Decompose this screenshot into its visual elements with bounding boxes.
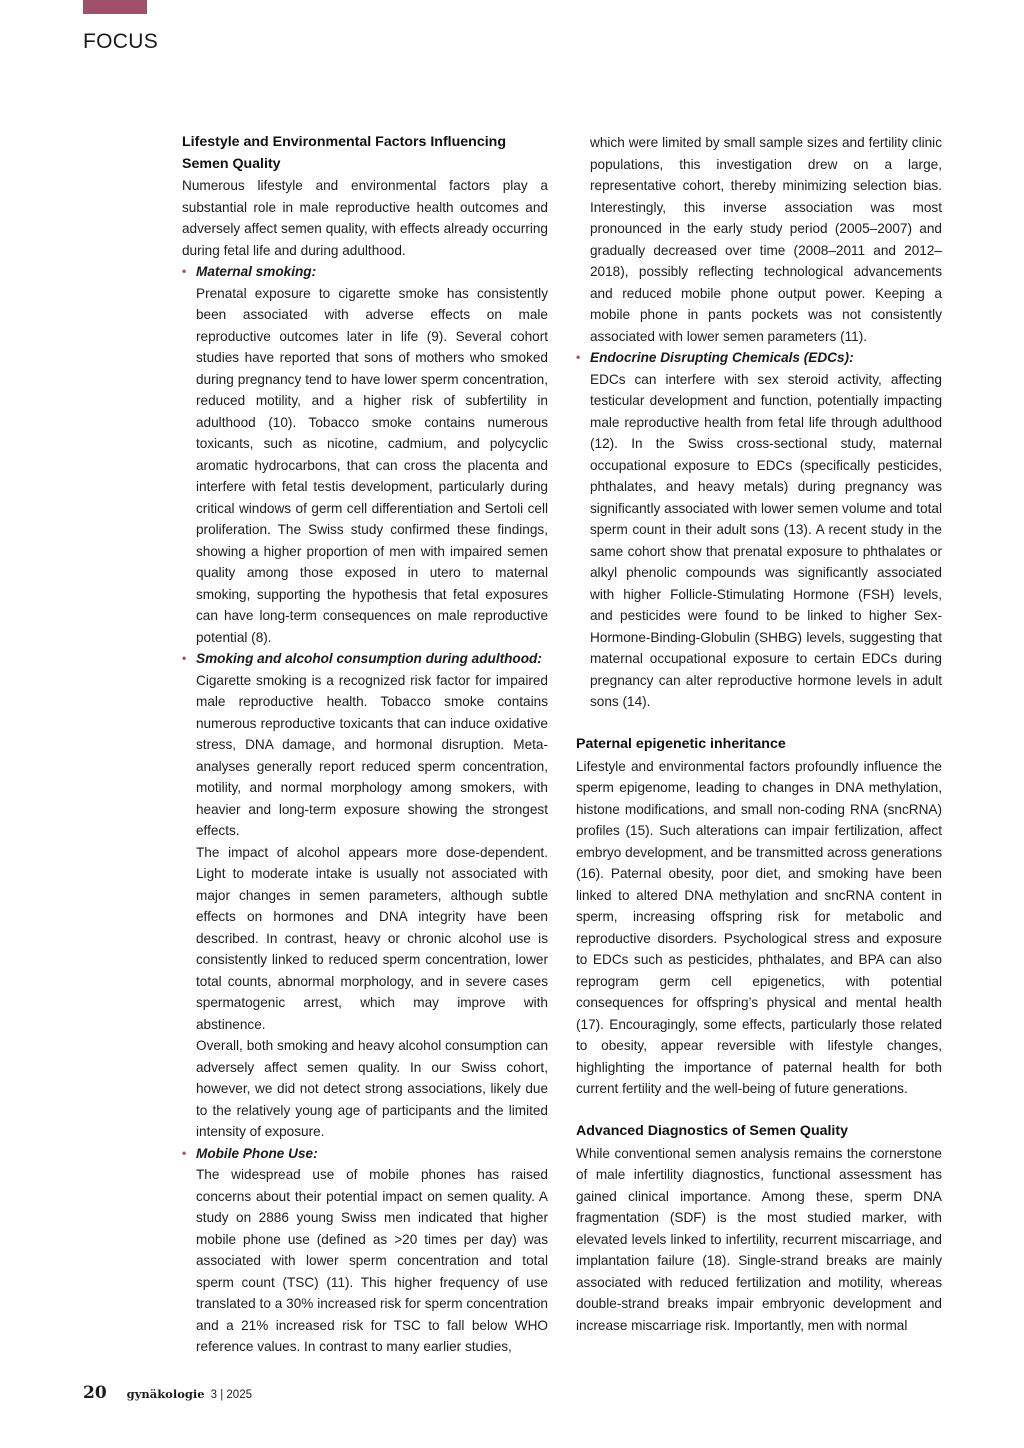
section-heading-lifestyle: Lifestyle and Environmental Factors Influencing Semen Quality xyxy=(182,134,507,172)
bullet-title: Endocrine Disrupting Chemicals (EDCs): xyxy=(590,350,854,365)
bullet-paragraph: The widespread use of mobile phones has raised concerns about their potential impact on semen quality. A study on 2886 young Swiss men indicated that higher mobile phone use (defined as >20 times per day) was associated with lower sperm concentration and total sperm count (TSC) (11). This higher frequency of use translated to a 30% increased risk for sperm concentration and a 21% increased risk for TSC to fall below WHO reference values. In contrast to many earlier studies, xyxy=(196,1167,548,1354)
bullet-dot-icon: • xyxy=(182,1145,187,1160)
bullet-dot-icon: • xyxy=(576,350,581,364)
right-column xyxy=(576,132,942,1336)
section-heading-diagnostics: Advanced Diagnostics of Semen Quality xyxy=(576,1123,848,1139)
bullet-title: Smoking and alcohol consumption during adulthood: xyxy=(196,651,542,666)
bullet-paragraph: EDCs can interfere with sex steroid activity, affecting testicular development and function, potentially impacting male reproductive health from fetal life through adulthood (12). In the Swiss cross-sectional study, maternal occupational exposure to EDCs (specifically pesticides, phthalates, and heavy metals) during pregnancy was significantly associated with lower semen volume and total sperm count in their adult sons (13). A recent study in the same cohort show that prenatal exposure to phthalates or alkyl phenolic compounds was significantly associated with higher Follicle-Stimulating Hormone (FSH) levels, and pesticides were found to be linked to higher Sex-Hormone-Binding-Globulin (SHBG) levels, suggesting that maternal occupational exposure to certain EDCs during pregnancy can alter reproductive hormone levels in adult sons (14). xyxy=(590,371,942,709)
section-paragraph: Lifestyle and environmental factors profoundly influence the sperm epigenome, leading to changes in DNA methylation, histone modifications, and small non-coding RNA (sncRNA) profiles (15). Such alterations can impair fertilization, affect embryo development, and be transmitted across generations (16). Paternal obesity, poor diet, and smoking have been linked to altered DNA methylation and sncRNA content in sperm, increasing offspring risk for metabolic and reproductive disorders. Psychological stress and exposure to EDCs such as pesticides, phthalates, and BPA can also reprogram germ cell epigenetics, with potential consequences for offspring’s physical and mental health (17). Encouragingly, some effects, particularly those related to obesity, appear reversible with lifestyle changes, highlighting the importance of paternal health for both current fertility and the well-being of future generations. xyxy=(576,758,942,1096)
bullet-title: Mobile Phone Use: xyxy=(196,1145,318,1161)
bullet-edcs xyxy=(576,347,942,369)
journal-name: gynäkologie xyxy=(126,1387,205,1401)
section-accent-bar xyxy=(83,0,147,14)
bullet-paragraph: The impact of alcohol appears more dose-dependent. Light to moderate intake is usually not associated with major changes in semen parameters, although subtle effects on hormones and DNA integrity have been described. In contrast, heavy or chronic alcohol use is consistently linked to reduced sperm concentration, lower total counts, abnormal morphology, and in severe cases spermatogenic arrest, which may improve with abstinence. xyxy=(196,844,548,1032)
bullet-paragraph: Prenatal exposure to cigarette smoke has consistently been associated with adverse effects on male reproductive outcomes later in life (9). Several cohort studies have reported that sons of mothers who smoked during pregnancy tend to have lower sperm concentration, reduced motility, and a higher risk of subfertility in adulthood (10). Tobacco smoke contains numerous toxicants, such as nicotine, cadmium, and polycyclic aromatic hydrocarbons, that can cross the placenta and interfere with fetal testis development, particularly during critical windows of germ cell differentiation and Sertoli cell proliferation. The Swiss study confirmed these findings, showing a higher proportion of men with impaired semen quality among those exposed in utero to maternal smoking, supporting the hypothesis that fetal exposures can have long-term consequences on male reproductive potential (8). xyxy=(196,285,548,645)
section-paragraph: While conventional semen analysis remains the cornerstone of male infertility diagnostics, functional assessment has gained clinical importance. Among these, sperm DNA fragmentation (SDF) is the most studied marker, with elevated levels linked to infertility, recurrent miscarriage, and implantation failure (18). Single-strand breaks are mainly associated with reduced fertilization and motility, whereas double-strand breaks impair embryonic development and increase miscarriage risk. Importantly, men with normal xyxy=(576,1145,942,1333)
issue-number: 3 | 2025 xyxy=(210,1389,252,1401)
bullet-dot-icon: • xyxy=(182,651,187,665)
page-footer xyxy=(83,1383,252,1403)
intro-paragraph: Numerous lifestyle and environmental factors play a substantial role in male reproductive health outcomes and adversely affect semen quality, with effects already occurring during fetal life and during adulthood. xyxy=(182,178,548,258)
bullet-maternal-smoking xyxy=(182,261,548,283)
bullet-smoking-alcohol xyxy=(182,648,548,670)
bullet-dot-icon: • xyxy=(182,264,187,278)
bullet-title: Maternal smoking: xyxy=(196,264,317,279)
section-heading-epigenetic: Paternal epigenetic inheritance xyxy=(576,736,786,752)
bullet-mobile-phone xyxy=(182,1143,548,1165)
continuation-paragraph: which were limited by small sample sizes and fertility clinic populations, this investigation drew on a large, representative cohort, thereby minimizing selection bias. Interestingly, this inverse association was most pronounced in the early study period (2005–2007) and gradually decreased over time (2008–2011 and 2012–2018), possibly reflecting technological advancements and reduced mobile phone output power. Keeping a mobile phone in pants pockets was not consistently associated with lower semen parameters (11). xyxy=(590,135,942,344)
section-label: FOCUS xyxy=(83,30,158,53)
bullet-paragraph: Cigarette smoking is a recognized risk factor for impaired male reproductive health. Tobacco smoke contains numerous reproductive toxicants that can induce oxidative stress, DNA damage, and hormonal disruption. Meta-analyses generally report reduced sperm concentration, motility, and normal morphology among smokers, with heavier and long-term exposure showing the strongest effects. xyxy=(196,672,548,838)
bullet-paragraph: Overall, both smoking and heavy alcohol consumption can adversely affect semen quality. In our Swiss cohort, however, we did not detect strong associations, likely due to the relatively young age of participants and the limited intensity of exposure. xyxy=(196,1038,548,1139)
page-number: 20 xyxy=(83,1383,107,1403)
left-column xyxy=(182,132,548,1358)
